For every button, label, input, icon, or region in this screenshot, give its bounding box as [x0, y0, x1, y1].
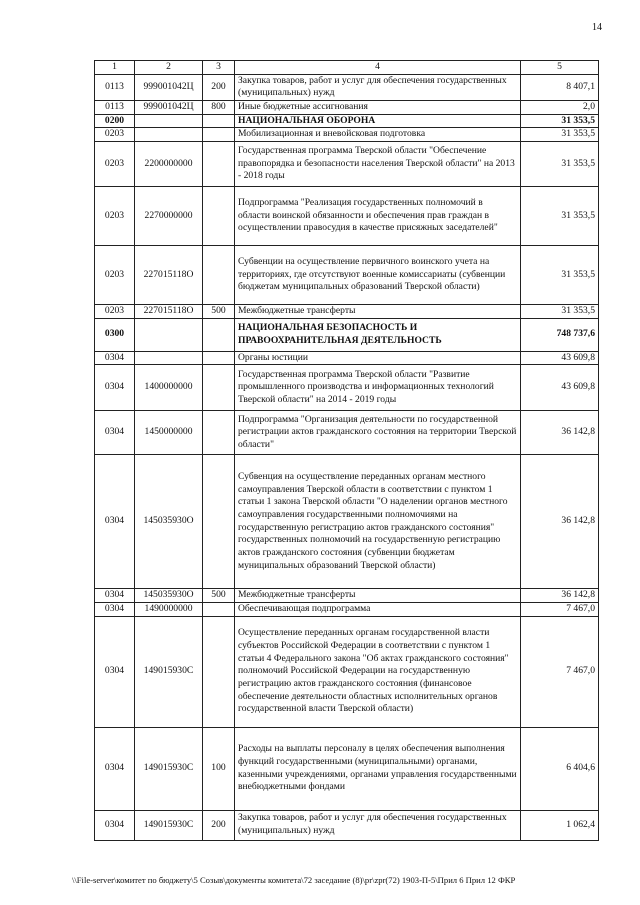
- cell-amount: 1 062,4: [521, 810, 599, 840]
- cell-name: Субвенции на осуществление первичного воинского учета на территориях, где отсутствуют военные комиссариаты (субвенции бюджетам муниципальных образований Тверской области): [235, 245, 521, 304]
- cell-type: [203, 141, 235, 186]
- cell-name: Расходы на выплаты персоналу в целях обеспечения выполнения функций государственными (муниципальными) органами, казенными учреждениями, органами управления государственными внебюджетными фондами: [235, 727, 521, 810]
- header-cell: 3: [203, 61, 235, 75]
- cell-amount: 8 407,1: [521, 74, 599, 100]
- cell-type: [203, 318, 235, 351]
- table-row: [95, 100, 599, 114]
- cell-type: 200: [203, 74, 235, 100]
- cell-amount: 31 353,5: [521, 114, 599, 128]
- cell-code: 0200: [95, 114, 135, 128]
- cell-type: [203, 411, 235, 455]
- table-row: [95, 365, 599, 411]
- cell-code: 0304: [95, 589, 135, 603]
- table-row: [95, 616, 599, 727]
- table-row: [95, 74, 599, 100]
- cell-code: 0203: [95, 304, 135, 318]
- cell-name: Государственная программа Тверской области "Развитие промышленного производства и информационных технологий Тверской области" на 2014 - 2019 годы: [235, 365, 521, 411]
- cell-amount: 31 353,5: [521, 186, 599, 245]
- cell-amount: 31 353,5: [521, 304, 599, 318]
- cell-name: Государственная программа Тверской области "Обеспечение правопорядка и безопасности населения Тверской области" на 2013 - 2018 годы: [235, 141, 521, 186]
- cell-amount: 7 467,0: [521, 616, 599, 727]
- cell-name: Субвенция на осуществление переданных органам местного самоуправления Тверской области в соответствии с пунктом 1 статьи 1 закона Тверской области "О наделении органов местного самоуправления государственными полномочиями на государственную регистрацию актов гражданского состояния" государственных полномочий на государственную регистрацию актов гражданского состояния (субвенции бюджетам муниципальных образований Тверской области): [235, 455, 521, 589]
- cell-name: Закупка товаров, работ и услуг для обеспечения государственных (муниципальных) нужд: [235, 810, 521, 840]
- table-row: [95, 114, 599, 128]
- cell-type: [203, 351, 235, 365]
- cell-name: Закупка товаров, работ и услуг для обеспечения государственных (муниципальных) нужд: [235, 74, 521, 100]
- cell-amount: 36 142,8: [521, 589, 599, 603]
- cell-amount: 43 609,8: [521, 365, 599, 411]
- cell-target: 999001042Ц: [135, 74, 203, 100]
- table-row: [95, 455, 599, 589]
- table-row: [95, 727, 599, 810]
- cell-amount: 31 353,5: [521, 128, 599, 142]
- cell-code: 0304: [95, 365, 135, 411]
- header-cell: 5: [521, 61, 599, 75]
- table-row: [95, 602, 599, 616]
- table-row: [95, 589, 599, 603]
- cell-target: 149015930С: [135, 810, 203, 840]
- cell-name: Иные бюджетные ассигнования: [235, 100, 521, 114]
- cell-name: Осуществление переданных органам государственной власти субъектов Российской Федерации в соответствии с пунктом 1 статьи 4 Федерального закона "Об актах гражданского состояния" полномочий Российской Федерации на государственную регистрацию актов гражданского состояния (финансовое обеспечение деятельности областных исполнительных органов государственной власти Тверской области): [235, 616, 521, 727]
- cell-code: 0203: [95, 141, 135, 186]
- cell-code: 0304: [95, 602, 135, 616]
- cell-target: 2200000000: [135, 141, 203, 186]
- cell-name: Обеспечивающая подпрограмма: [235, 602, 521, 616]
- cell-amount: 748 737,6: [521, 318, 599, 351]
- cell-type: 500: [203, 589, 235, 603]
- cell-target: 149015930С: [135, 616, 203, 727]
- cell-target: 145035930О: [135, 455, 203, 589]
- cell-amount: 31 353,5: [521, 141, 599, 186]
- cell-amount: 31 353,5: [521, 245, 599, 304]
- cell-amount: 7 467,0: [521, 602, 599, 616]
- table-row: [95, 186, 599, 245]
- cell-type: [203, 365, 235, 411]
- cell-amount: 6 404,6: [521, 727, 599, 810]
- cell-code: 0304: [95, 411, 135, 455]
- cell-target: [135, 318, 203, 351]
- cell-target: 227015118О: [135, 245, 203, 304]
- cell-type: [203, 602, 235, 616]
- cell-target: [135, 128, 203, 142]
- cell-type: [203, 114, 235, 128]
- cell-code: 0203: [95, 128, 135, 142]
- cell-type: [203, 186, 235, 245]
- cell-code: 0203: [95, 245, 135, 304]
- cell-name: Межбюджетные трансферты: [235, 304, 521, 318]
- cell-target: 1490000000: [135, 602, 203, 616]
- cell-type: 100: [203, 727, 235, 810]
- table-row: [95, 351, 599, 365]
- cell-type: [203, 616, 235, 727]
- cell-name: Мобилизационная и вневойсковая подготовка: [235, 128, 521, 142]
- cell-type: [203, 245, 235, 304]
- table-row: [95, 128, 599, 142]
- cell-target: 1450000000: [135, 411, 203, 455]
- cell-target: 145035930О: [135, 589, 203, 603]
- cell-name: Подпрограмма "Организация деятельности по государственной регистрации актов гражданского состояния на территории Тверской области": [235, 411, 521, 455]
- cell-name: Подпрограмма "Реализация государственных полномочий в области воинской обязанности и обеспечения прав граждан в осуществлении правосудия в качестве присяжных заседателей": [235, 186, 521, 245]
- cell-code: 0304: [95, 727, 135, 810]
- cell-code: 0304: [95, 351, 135, 365]
- cell-name: НАЦИОНАЛЬНАЯ ОБОРОНА: [235, 114, 521, 128]
- cell-target: 999001042Ц: [135, 100, 203, 114]
- header-cell: 4: [235, 61, 521, 75]
- cell-type: [203, 128, 235, 142]
- header-cell: 2: [135, 61, 203, 75]
- cell-target: [135, 114, 203, 128]
- cell-code: 0304: [95, 616, 135, 727]
- cell-amount: 36 142,8: [521, 455, 599, 589]
- cell-code: 0113: [95, 100, 135, 114]
- page-number: 14: [592, 22, 602, 33]
- budget-table: [94, 60, 599, 841]
- cell-amount: 36 142,8: [521, 411, 599, 455]
- cell-code: 0203: [95, 186, 135, 245]
- cell-type: [203, 455, 235, 589]
- cell-code: 0300: [95, 318, 135, 351]
- cell-target: 227015118О: [135, 304, 203, 318]
- cell-target: 1400000000: [135, 365, 203, 411]
- cell-code: 0304: [95, 810, 135, 840]
- cell-amount: 2,0: [521, 100, 599, 114]
- cell-name: Органы юстиции: [235, 351, 521, 365]
- cell-target: 2270000000: [135, 186, 203, 245]
- cell-type: 800: [203, 100, 235, 114]
- table-row: [95, 304, 599, 318]
- cell-amount: 43 609,8: [521, 351, 599, 365]
- cell-target: 149015930С: [135, 727, 203, 810]
- cell-code: 0113: [95, 74, 135, 100]
- cell-code: 0304: [95, 455, 135, 589]
- footer-file-path: \\File-server\комитет по бюджету\5 Созыв\документы комитета\72 заседание (8)\pr\zpr(72) 1903-П-5\Прил 6 Прил 12 ФКР: [72, 875, 516, 885]
- table-row: [95, 810, 599, 840]
- table-row: [95, 318, 599, 351]
- cell-type: 200: [203, 810, 235, 840]
- cell-type: 500: [203, 304, 235, 318]
- table-row: [95, 411, 599, 455]
- table-header-row: [95, 61, 599, 75]
- table-row: [95, 245, 599, 304]
- cell-name: НАЦИОНАЛЬНАЯ БЕЗОПАСНОСТЬ И ПРАВООХРАНИТЕЛЬНАЯ ДЕЯТЕЛЬНОСТЬ: [235, 318, 521, 351]
- cell-target: [135, 351, 203, 365]
- header-cell: 1: [95, 61, 135, 75]
- cell-name: Межбюджетные трансферты: [235, 589, 521, 603]
- table-row: [95, 141, 599, 186]
